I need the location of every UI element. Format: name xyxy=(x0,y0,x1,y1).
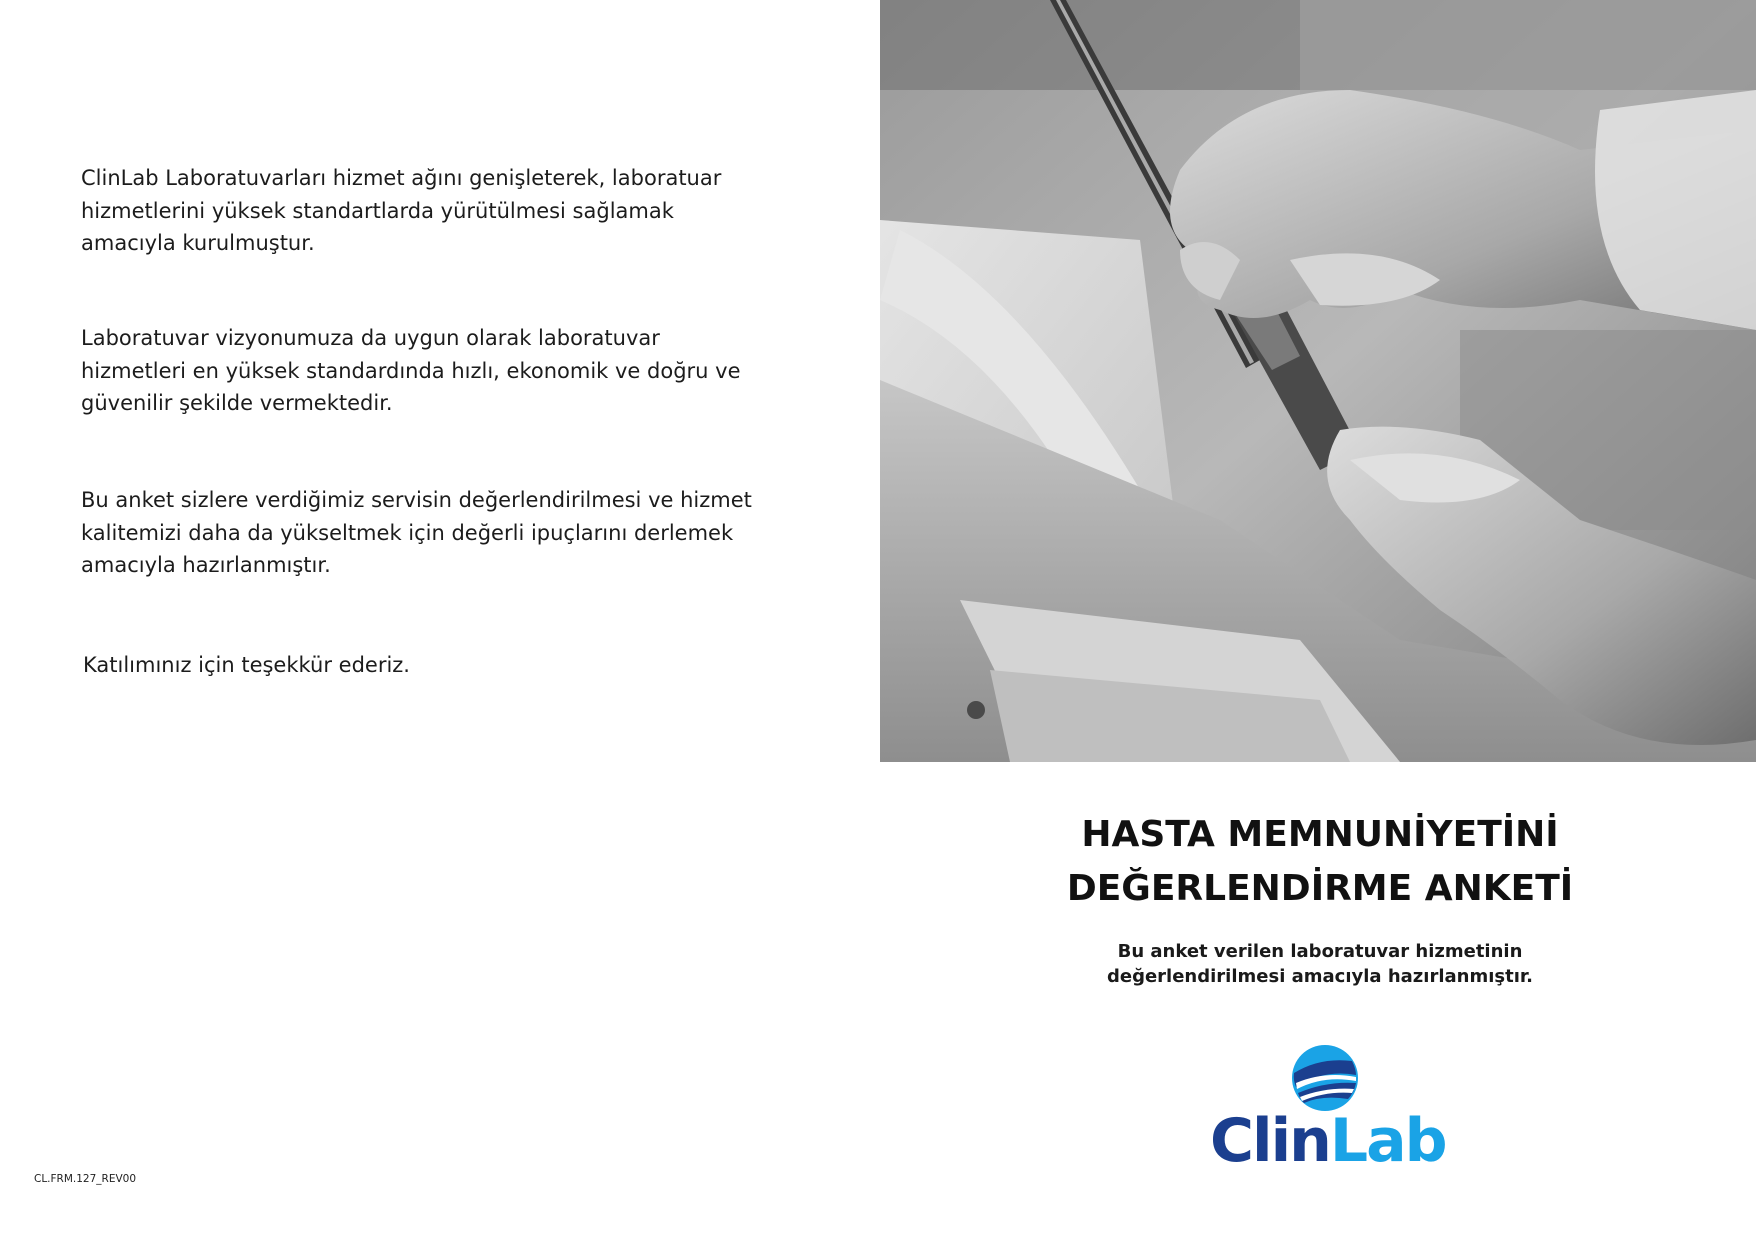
thanks-text xyxy=(83,649,783,682)
cover-photo xyxy=(880,0,1756,762)
form-code: CL.FRM.127_REV00 xyxy=(34,1173,137,1185)
globe-swirl-icon xyxy=(1290,1043,1360,1113)
subtitle-line: Bu anket verilen laboratuvar hizmetinin xyxy=(1117,941,1523,962)
intro-paragraph-2 xyxy=(81,322,781,420)
text-line: amacıyla kurulmuştur. xyxy=(81,231,315,255)
subtitle-line: değerlendirilmesi amacıyla hazırlanmıştır. xyxy=(1106,966,1534,987)
intro-paragraph-3 xyxy=(81,484,781,582)
text-line: ClinLab Laboratuvarları hizmet ağını genişleterek, laboratuar xyxy=(81,166,722,190)
text-line: güvenilir şekilde vermektedir. xyxy=(81,391,393,415)
text-line: Bu anket sizlere verdiğimiz servisin değerlendirilmesi ve hizmet xyxy=(81,488,752,512)
title-line: HASTA MEMNUNİYETİNİ xyxy=(1081,814,1559,855)
clinlab-logo xyxy=(1210,1040,1446,1180)
cover-subtitle xyxy=(940,939,1700,989)
clinlab-wordmark xyxy=(1210,1106,1446,1176)
text-line: amacıyla hazırlanmıştır. xyxy=(81,553,331,577)
text-line: Katılımınız için teşekkür ederiz. xyxy=(83,653,410,677)
cover-title xyxy=(940,808,1700,916)
text-line: kalitemizi daha da yükseltmek için değerli ipuçlarını derlemek xyxy=(81,520,734,545)
wordmark-lab: Lab xyxy=(1329,1106,1446,1176)
lab-hands-photo xyxy=(880,0,1756,762)
text-line: Laboratuvar vizyonumuza da uygun olarak laboratuvar xyxy=(81,326,660,350)
text-line: hizmetleri en yüksek standardında hızlı, ekonomik ve doğru ve xyxy=(81,358,741,383)
title-line: DEĞERLENDİRME ANKETİ xyxy=(1066,868,1574,909)
intro-paragraph-1 xyxy=(81,162,781,260)
wordmark-clin: Clin xyxy=(1210,1106,1330,1176)
text-line: hizmetlerini yüksek standartlarda yürütülmesi sağlamak xyxy=(81,198,674,223)
